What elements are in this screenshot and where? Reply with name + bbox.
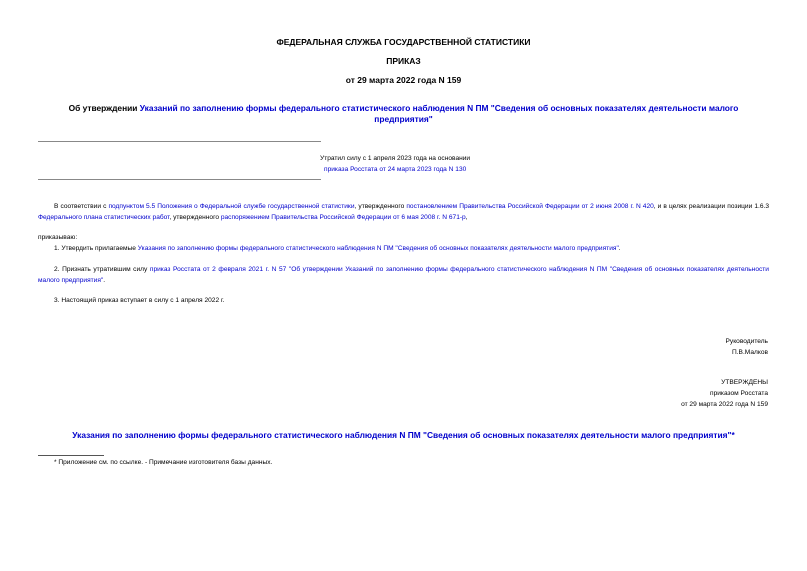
item2-link[interactable]: приказ Росстата от 2 февраля 2021 г. N 57 "Об утверждении Указаний по заполнению формы федерального статистического наблюдения N ПМ "Сведения об основных показателях деятельности малого предприятия" [38, 266, 769, 284]
preamble-link-order[interactable]: распоряжением Правительства Российской Федерации от 6 мая 2008 г. N 671-р [220, 214, 466, 221]
item2-text-2: . [103, 277, 106, 284]
divider-top [38, 141, 321, 142]
agency-name: ФЕДЕРАЛЬНАЯ СЛУЖБА ГОСУДАРСТВЕННОЙ СТАТИСТИКИ [276, 37, 531, 47]
signature-name: П.В.Малков [731, 349, 768, 356]
doc-date-number: от 29 марта 2022 года N 159 [345, 75, 462, 85]
title-link[interactable]: Указаний по заполнению формы федерального статистического наблюдения N ПМ "Сведения об основных показателях деятельности малого предприятия" [139, 103, 739, 124]
preamble-link-federal-plan[interactable]: Федерального плана статистических работ [38, 214, 170, 221]
preamble-text-1: В соответствии с [54, 203, 109, 210]
preamble-text-4: , утвержденного [169, 214, 221, 221]
order-item-3: 3. Настоящий приказ вступает в силу с 1 апреля 2022 г. [54, 297, 225, 304]
order-word: приказываю: [38, 234, 78, 241]
divider-bottom [38, 179, 321, 180]
approval-line-2: приказом Росстата [710, 390, 768, 397]
preamble-text-3: , и в целях реализации позиции 1.6.3 [653, 203, 770, 210]
item1-text-1: 1. Утвердить прилагаемые [54, 245, 138, 252]
order-item-2 [38, 264, 769, 286]
item1-text-2: . [618, 245, 621, 252]
order-item-1 [38, 243, 769, 254]
footnote-text: * Приложение см. по ссылке. - Примечание изготовителя базы данных. [54, 459, 273, 466]
footnote-divider [38, 455, 104, 456]
title-prefix: Об утверждении [68, 103, 140, 113]
preamble-link-regulation[interactable]: подпунктом 5.5 Положения о Федеральной службе государственной статистики [108, 203, 355, 210]
repeal-notice-link[interactable]: приказа Росстата от 24 марта 2023 года N 130 [324, 166, 467, 173]
preamble-text-5: , [465, 214, 468, 221]
preamble-link-resolution[interactable]: постановлением Правительства Российской Федерации от 2 июня 2008 г. N 420 [406, 203, 654, 210]
approval-line-3: от 29 марта 2022 года N 159 [681, 401, 768, 408]
document-title [40, 103, 767, 125]
signature-role: Руководитель [725, 338, 768, 345]
repeal-notice [320, 153, 490, 175]
item2-text-1: 2. Признать утратившим силу [54, 266, 150, 273]
annex-title-link[interactable]: Указания по заполнению формы федерального статистического наблюдения N ПМ "Сведения об основных показателях деятельности малого предприятия"* [72, 430, 735, 440]
preamble-text-2: , утвержденного [354, 203, 407, 210]
item1-link[interactable]: Указания по заполнению формы федерального статистического наблюдения N ПМ "Сведения об основных показателях деятельности малого предприятия" [137, 245, 619, 252]
repeal-notice-text: Утратил силу с 1 апреля 2023 года на основании [320, 155, 471, 162]
approval-line-1: УТВЕРЖДЕНЫ [721, 379, 768, 386]
preamble-paragraph [38, 201, 769, 223]
doc-type: ПРИКАЗ [386, 56, 421, 66]
